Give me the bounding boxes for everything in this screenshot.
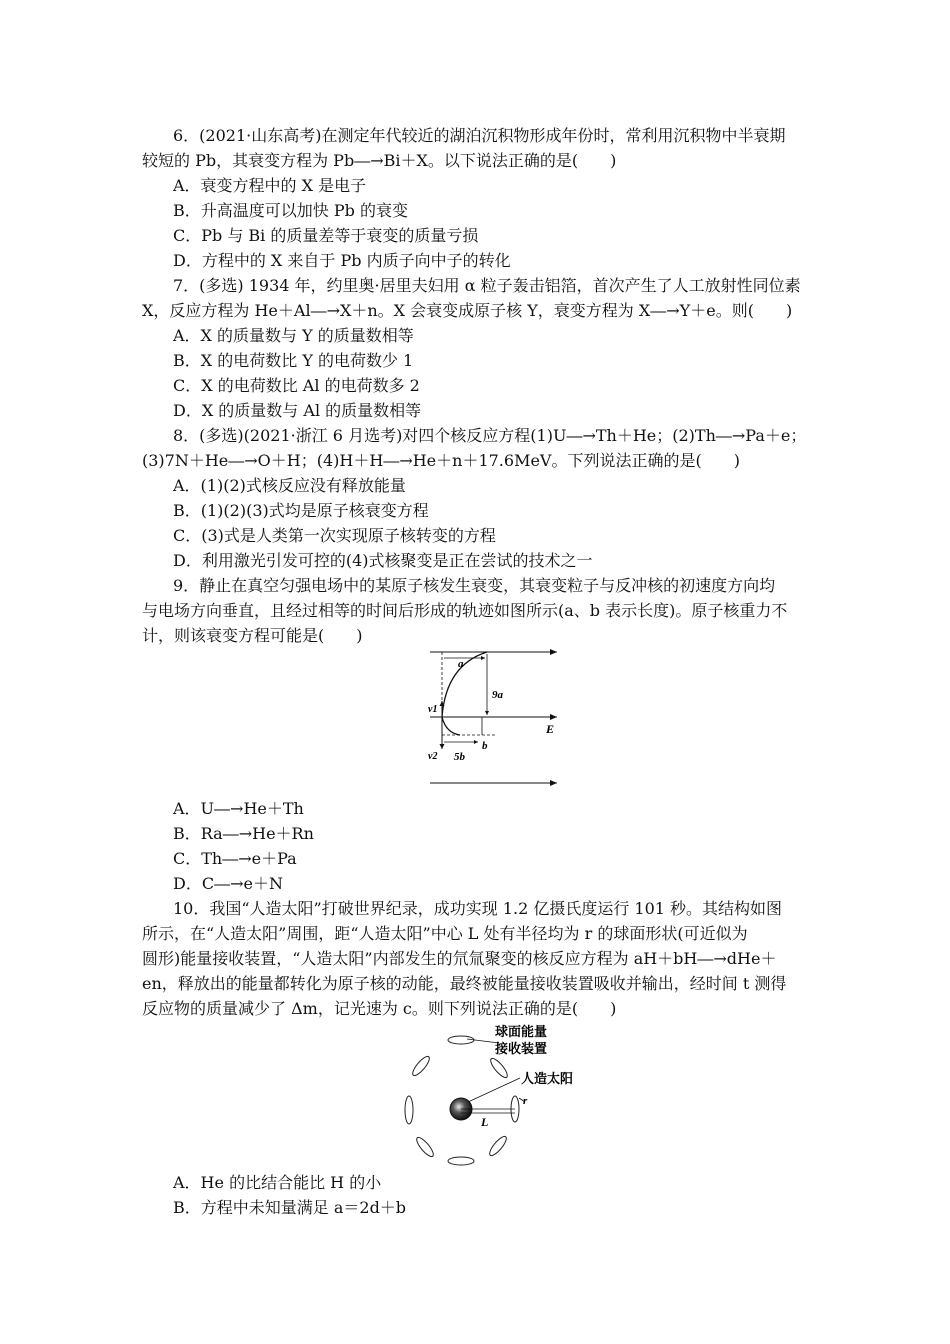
q6-option-b: B．升高温度可以加快 Pb 的衰变 <box>173 201 408 220</box>
label-v1: v1 <box>428 704 438 715</box>
q8-stem-line-2: (3)7N＋He―→O＋H；(4)H＋H―→He＋n＋17.6MeV。下列说法正确的是( ) <box>142 451 740 470</box>
q7-option-a: A．X 的质量数与 Y 的质量数相等 <box>173 326 414 345</box>
q6-stem-line-1: 6．(2021·山东高考)在测定年代较近的湖泊沉积物形成年份时，常利用沉积物中半衰期 <box>173 126 786 145</box>
q10-artificial-sun-diagram <box>395 1022 595 1170</box>
q10-stem-line-3: 圆形)能量接收装置，“人造太阳”内部发生的氘氚聚变的核反应方程为 aH＋bH―→dHe＋ <box>142 949 777 968</box>
q10-option-b: B．方程中未知量满足 a＝2d＋b <box>173 1198 407 1217</box>
q8-option-a: A．(1)(2)式核反应没有释放能量 <box>173 476 406 495</box>
q9-option-b: B．Ra―→He＋Rn <box>173 824 314 843</box>
receiver-device-left <box>405 1096 413 1124</box>
q7-option-d: D．X 的质量数与 Al 的质量数相等 <box>173 401 422 420</box>
q9-stem-line-2: 与电场方向垂直，且经过相等的时间后形成的轨迹如图所示(a、b 表示长度)。原子核重力不 <box>142 601 788 620</box>
receiver-device-bottom-right <box>487 1134 509 1158</box>
label-v2: v2 <box>428 751 438 762</box>
q8-stem-line-1: 8．(多选)(2021·浙江 6 月选考)对四个核反应方程(1)U―→Th＋He；(2)Th―→Pa＋e； <box>173 426 807 445</box>
q8-option-c: C．(3)式是人类第一次实现原子核转变的方程 <box>173 526 496 545</box>
receiver-device-top <box>448 1036 474 1044</box>
receiver-device-bottom <box>448 1157 474 1165</box>
q10-stem-line-4: en，释放出的能量都转化为原子核的动能，最终被能量接收装置吸收并输出，经时间 t 测得 <box>142 974 787 993</box>
q9-stem-line-1: 9．静止在真空匀强电场中的某原子核发生衰变，其衰变粒子与反冲核的初速度方向均 <box>173 576 776 595</box>
q9-stem-line-3: 计，则该衰变方程可能是( ) <box>142 626 363 645</box>
receiver-device-top-left <box>410 1054 432 1078</box>
q6-option-d: D．方程中的 X 来自于 Pb 内质子向中子的转化 <box>173 251 511 270</box>
label-b: b <box>482 740 488 752</box>
label-L: L <box>481 1115 489 1129</box>
q7-stem-line-1: 7．(多选) 1934 年，约里奥·居里夫妇用 α 粒子轰击铝箔，首次产生了人工放射性同位素 <box>173 276 801 295</box>
q8-option-b: B．(1)(2)(3)式均是原子核衰变方程 <box>173 501 429 520</box>
q6-option-c: C．Pb 与 Bi 的质量差等于衰变的质量亏损 <box>173 226 479 245</box>
trajectory-1 <box>442 652 487 717</box>
label-device-line-1: 球面能量 <box>495 1024 548 1039</box>
label-device-line-2: 接收装置 <box>495 1041 548 1056</box>
trajectory-2 <box>442 717 460 735</box>
q7-option-b: B．X 的电荷数比 Y 的电荷数少 1 <box>173 351 414 370</box>
label-E: E <box>546 722 555 736</box>
q7-stem-line-2: X，反应方程为 He＋Al―→X＋n。X 会衰变成原子核 Y，衰变方程为 X―→Y＋e。则( ) <box>142 301 793 320</box>
q9-trajectory-diagram <box>420 645 570 790</box>
q7-option-c: C．X 的电荷数比 Al 的电荷数多 2 <box>173 376 420 395</box>
label-a: a <box>458 658 464 670</box>
q10-option-a: A．He 的比结合能比 H 的小 <box>173 1173 382 1192</box>
q8-option-d: D．利用激光引发可控的(4)式核聚变是正在尝试的技术之一 <box>173 551 593 570</box>
receiver-device-top-right <box>488 1056 510 1080</box>
q10-stem-line-2: 所示，在“人造太阳”周围，距“人造太阳”中心 L 处有半径均为 r 的球面形状(可近似为 <box>142 924 748 943</box>
q6-option-a: A．衰变方程中的 X 是电子 <box>173 176 367 195</box>
q9-option-d: D．C―→e＋N <box>173 874 283 893</box>
q9-option-c: C．Th―→e＋Pa <box>173 849 297 868</box>
q10-stem-line-1: 10．我国“人造太阳”打破世界纪录，成功实现 1.2 亿摄氏度运行 101 秒。其结构如图 <box>173 899 783 918</box>
label-9a: 9a <box>492 689 503 701</box>
q9-option-a: A．U―→He＋Th <box>173 799 304 818</box>
label-r: r <box>523 1095 528 1107</box>
label-5b: 5b <box>454 751 465 763</box>
q6-stem-line-2: 较短的 Pb，其衰变方程为 Pb―→Bi＋X。以下说法正确的是( ) <box>142 151 617 170</box>
q10-stem-line-5: 反应物的质量减少了 Δm，记光速为 c。则下列说法正确的是( ) <box>142 999 617 1018</box>
label-artificial-sun: 人造太阳 <box>521 1071 574 1086</box>
receiver-device-bottom-left <box>414 1135 436 1159</box>
